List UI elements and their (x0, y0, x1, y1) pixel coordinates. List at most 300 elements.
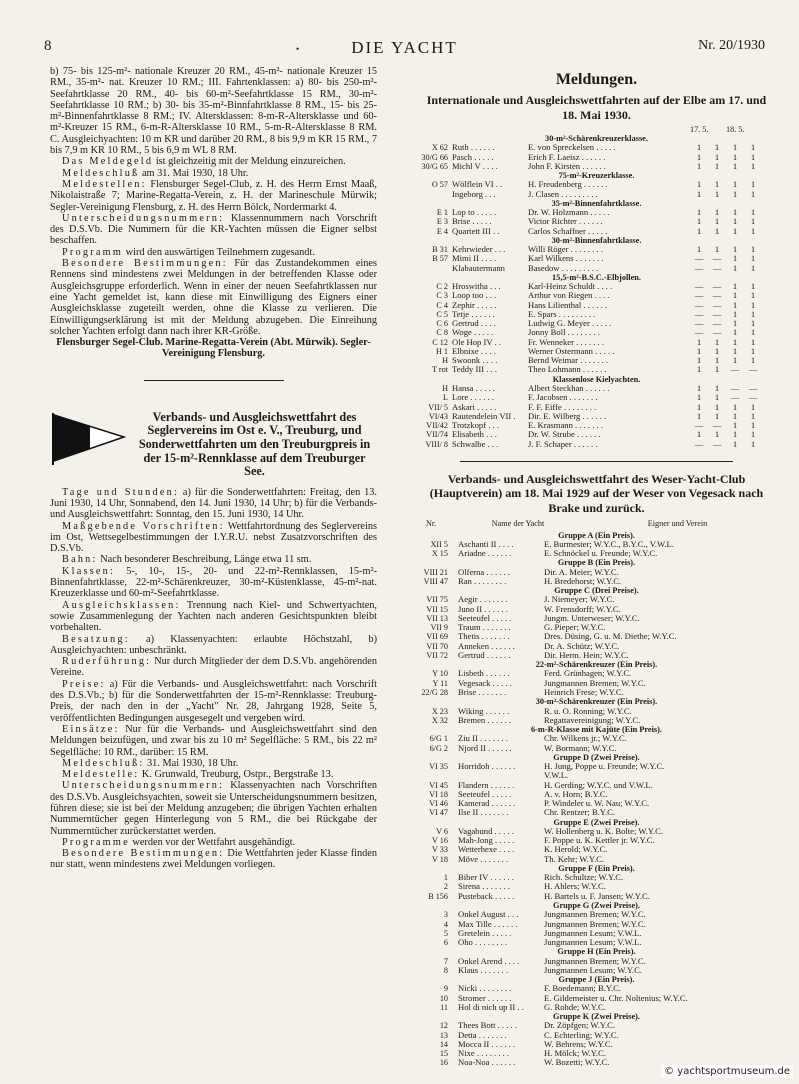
sail-number: 5 (443, 928, 448, 938)
owner-club: H. Bredehorst; W.Y.C. (544, 576, 622, 586)
yacht-name: Brise . . . . . . . (458, 687, 507, 697)
group-heading: 6-m-R-Klasse mit Kajüte (Ein Preis). (531, 725, 662, 735)
race-entry-mark: 1 (750, 328, 756, 338)
race-entry-mark: 1 (732, 152, 738, 162)
table-row (420, 799, 773, 808)
race-entry-mark: 1 (696, 226, 702, 236)
yacht-name: Olferna . . . . . . (458, 567, 511, 577)
yacht-name: Brise . . . . . (452, 217, 492, 227)
race-entry-mark: 1 (732, 300, 738, 310)
owner-name: Fr. Wenneker . . . . . . . (528, 337, 605, 347)
race-entry-mark: — (694, 439, 704, 449)
race-entry-mark: 1 (714, 161, 720, 171)
yacht-name: Thetis . . . . . . . (458, 632, 510, 642)
table-row (420, 190, 773, 199)
sail-number: VIII/ 8 (425, 439, 448, 449)
table-row (420, 688, 773, 697)
race-entry-mark: 1 (750, 402, 756, 412)
sail-number: 6/G 1 (429, 734, 448, 744)
sail-number: C 2 (436, 282, 448, 292)
sail-number: VII 75 (426, 595, 448, 605)
table-row (420, 227, 773, 236)
paragraph: Programm wird den auswärtigen Teilnehmern zugesandt. (62, 246, 315, 258)
sail-number: 30/G 66 (421, 152, 448, 162)
sail-number: B 57 (432, 254, 448, 264)
race-entry-mark: 1 (714, 180, 720, 190)
owner-club: H. Mölck; W.Y.C. (544, 1049, 606, 1059)
class-heading: 35-m²-Binnenfahrtklasse. (551, 198, 642, 208)
table-row (420, 1040, 773, 1049)
sail-number: H (442, 356, 448, 366)
owner-club: Dres. Düsing, G. u. M. Diethe; W.Y.C. (544, 632, 677, 642)
race-entry-mark: 1 (696, 402, 702, 412)
race-entry-mark: — (748, 384, 758, 394)
race-entry-mark: 1 (750, 217, 756, 227)
yacht-name: Ran . . . . . . . . (458, 576, 507, 586)
yacht-name: Gertrud . . . . (452, 319, 496, 329)
sail-number: C 5 (436, 309, 448, 319)
owner-club: E. Burmester; W.Y.C., B.Y.C., V.W.L. (544, 539, 674, 549)
table-row (420, 744, 773, 753)
entries-table-elbe (420, 134, 773, 449)
paragraph: Unterscheidungsnummern: Klassennummern nach Vorschrift des D.S.Vb. Die Nummern für die KR-Yachten müssen die Eigner selbst beschaffen. (50, 212, 377, 247)
owner-club: Jungmannen Bremen; W.Y.C. (544, 910, 646, 920)
owner-club: E. Gildemeister u. Chr. Noltenius; W.Y.C. (544, 993, 688, 1003)
race-entry-mark: 1 (696, 189, 702, 199)
owner-name: Arthur von Riegen . . . . (528, 291, 610, 301)
sail-number: C 6 (436, 319, 448, 329)
magazine-title: DIE YACHT (351, 38, 458, 57)
yacht-name: Biber IV . . . . . . (458, 873, 514, 883)
owner-club: V.W.L. (544, 771, 569, 781)
sail-number: VII 9 (430, 623, 448, 633)
owner-name: Dir. E. Wilberg . . . . . . (528, 411, 607, 421)
yacht-name: Seeteufel . . . . . (458, 789, 512, 799)
sail-number (420, 190, 452, 199)
sail-number: Y 11 (432, 678, 448, 688)
table-row (420, 836, 773, 845)
sail-number: XII 5 (430, 539, 448, 549)
race-entry-mark: 1 (750, 337, 756, 347)
table-row (420, 338, 773, 347)
owner-name: Basedow . . . . . . . . . (528, 263, 599, 273)
section-title: Meldungen. (555, 71, 638, 88)
race-entry-mark: 1 (732, 402, 738, 412)
race-entry-mark: 1 (750, 189, 756, 199)
watermark: © yachtsportmuseum.de (661, 1065, 793, 1078)
owner-name: Karl Wilkens . . . . . . . (528, 254, 604, 264)
table-row (420, 642, 773, 651)
sail-number: 4 (443, 919, 448, 929)
race-entry-mark: — (694, 319, 704, 329)
class-heading: 75-m²-Kreuzerklasse. (558, 171, 635, 181)
yacht-name: Möve . . . . . . . (458, 854, 509, 864)
sail-number: 6/G 2 (429, 743, 448, 753)
race-entry-mark: 1 (714, 356, 720, 366)
group-heading: Gruppe C (Drei Preise). (554, 586, 639, 596)
group-heading: Gruppe F (Ein Preis). (558, 863, 635, 873)
owner-club: Dr. Zöpfgen; W.Y.C. (544, 1021, 615, 1031)
table-row (420, 217, 773, 226)
owner-club: G. Pieper; W.Y.C. (544, 623, 606, 633)
yacht-name: Hansa . . . . . (452, 384, 495, 394)
sail-number: V 16 (432, 836, 448, 846)
group-heading: Gruppe D (Zwei Preise). (553, 752, 640, 762)
race-entry-mark: — (712, 254, 722, 264)
yacht-name: Thees Bott . . . . . (458, 1021, 517, 1031)
table-row (420, 421, 773, 430)
paragraph: Meldestelle: K. Grunwald, Treuburg, Ostpr., Bergstraße 13. (62, 769, 334, 781)
group-heading: Gruppe E (Zwei Preise). (553, 817, 640, 827)
table-row (420, 790, 773, 799)
yacht-name: Vagabund . . . . . (458, 826, 514, 836)
table-row (420, 245, 773, 254)
divider (144, 380, 284, 381)
yacht-name: Stromer . . . . . . (458, 993, 512, 1003)
race-entry-mark: — (712, 291, 722, 301)
race-entry-mark: 1 (714, 217, 720, 227)
owner-club: W. Hollenberg u. K. Bolte; W.Y.C. (544, 826, 663, 836)
sail-number: X 23 (431, 706, 448, 716)
table-row (420, 938, 773, 947)
race-entry-mark: 1 (714, 411, 720, 421)
owner-name: Werner Ostermann . . . . . (528, 346, 615, 356)
sail-number: 11 (440, 1002, 448, 1012)
race-entry-mark: 1 (696, 245, 702, 255)
sail-number: VI 35 (429, 762, 448, 772)
race-entry-mark: 1 (750, 300, 756, 310)
owner-club: Jungmannen Bremen; W.Y.C. (544, 919, 646, 929)
yacht-name: Tetje . . . . . . (452, 309, 495, 319)
paragraph: Das Meldegeld ist gleichzeitig mit der Meldung einzureichen. (62, 156, 346, 168)
race-entry-mark: 1 (714, 430, 720, 440)
race-entry-mark: 1 (732, 309, 738, 319)
yacht-name: Hroswitha . . . (452, 282, 501, 292)
sail-number: 12 (439, 1021, 448, 1031)
race-entry-mark: 1 (750, 291, 756, 301)
yacht-name: Ruth . . . . . . (452, 143, 495, 153)
table-row (420, 669, 773, 678)
yacht-name: Loop too . . . (452, 291, 497, 301)
article-title: Verbands- und Ausgleichswettfahrt des Seglervereins im Ost e. V., Treuburg, und Sonderwettfahrten um den Treuburgpreis in der 15-m²-Rennklasse auf dem Treuburger See. (138, 409, 371, 479)
table-row (420, 595, 773, 604)
group-heading: Gruppe H (Ein Preis). (557, 947, 636, 957)
race-entry-mark: 1 (732, 319, 738, 329)
sail-number: 10 (439, 993, 448, 1003)
race-entry-mark: 1 (696, 217, 702, 227)
race-entry-mark: 1 (750, 346, 756, 356)
race-entry-mark: 1 (732, 217, 738, 227)
class-heading: Klassenlose Kielyachten. (552, 374, 641, 384)
pennant-flag-icon (50, 411, 126, 467)
table-row (420, 1049, 773, 1058)
table-row (420, 347, 773, 356)
owner-name: John F. Kirsten . . . . . . (528, 161, 606, 171)
owner-club: C. Echterling; W.Y.C. (544, 1030, 619, 1040)
sail-number: VI 45 (429, 780, 448, 790)
owner-club: H. Bartels u. F. Jansen; W.Y.C. (544, 891, 650, 901)
owner-name: Dr. W. Holzmann . . . . . (528, 208, 610, 218)
paragraph: Meldestellen: Flensburger Segel-Club, z. H. des Herrn Ernst Maaß, Nikolaistraße 7; Marine-Regatta-Verein, z. H. der Marineschule Mürwik; Segler-Vereinigung Flensburg, z. H. des Herrn Bölck, Nordermarkt 4. (50, 178, 378, 213)
owner-club: K. Herold; W.Y.C. (544, 845, 608, 855)
table-row (420, 143, 773, 152)
race-entry-mark: 1 (714, 402, 720, 412)
sail-number: V 18 (432, 854, 448, 864)
owner-name: J. F. Schaper . . . . . . (528, 439, 598, 449)
sail-number: O 57 (431, 180, 448, 190)
yacht-name: Mocca II . . . . . . (458, 1039, 516, 1049)
table-row (420, 966, 773, 975)
owner-name: Theo Lohmann . . . . . . (528, 365, 607, 375)
sail-number: E 1 (436, 208, 448, 218)
owner-club: Rich. Schultze; W.Y.C. (544, 873, 624, 883)
race-entry-mark: — (694, 263, 704, 273)
owner-name: Willi Röger . . . . . . . . (528, 245, 603, 255)
sail-number: VII/ 5 (428, 402, 448, 412)
sail-number: B 31 (432, 245, 448, 255)
yacht-name: Detta . . . . . . . (458, 1030, 507, 1040)
sail-number: VIII 21 (423, 567, 448, 577)
owner-club: Regattavereinigung; W.Y.C. (544, 715, 641, 725)
sail-number: VI/43 (428, 411, 448, 421)
table-row (420, 1031, 773, 1040)
sail-number: H 1 (435, 346, 448, 356)
owner-name: Dr. W. Strube . . . . . . (528, 430, 601, 440)
table-row (420, 365, 773, 374)
sail-number: 13 (439, 1030, 448, 1040)
table-row (420, 827, 773, 836)
race-entry-mark: — (712, 328, 722, 338)
race-entry-mark: 1 (696, 152, 702, 162)
sail-number: VII 13 (426, 613, 448, 623)
race-entry-mark: 1 (732, 263, 738, 273)
yacht-name: Askari . . . . . (452, 402, 497, 412)
race-entry-mark: 1 (732, 291, 738, 301)
race-entry-mark: 1 (696, 384, 702, 394)
race-entry-mark: — (730, 384, 740, 394)
sail-number: X 15 (431, 549, 448, 559)
yacht-name: Wiking . . . . . . (458, 706, 510, 716)
race-entry-mark: 1 (732, 143, 738, 153)
yacht-name: Elisabeth . . . (452, 430, 497, 440)
yacht-name: Gretelein . . . . . (458, 928, 512, 938)
page-number: 8 (44, 38, 52, 54)
sail-number: 9 (443, 984, 448, 994)
table-row (420, 707, 773, 716)
race-entry-mark: 1 (714, 152, 720, 162)
race-entry-mark: 1 (696, 180, 702, 190)
yacht-name: Njord II . . . . . . (458, 743, 512, 753)
class-heading: 30-m²-Schärenkreuzerklasse. (545, 134, 648, 143)
race-entry-mark: 1 (696, 365, 702, 375)
yacht-name: Wetterhexe . . . . (458, 845, 515, 855)
sail-number: C 12 (432, 337, 448, 347)
race-entry-mark: 1 (750, 152, 756, 162)
owner-name: Hans Lilienthal . . . . . . (528, 300, 608, 310)
yacht-name: Aschanti II . . . . (458, 539, 514, 549)
signature: Flensburger Segel-Club. Marine-Regatta-Verein (Abt. Mürwik). Segler-Vereinigung Flensburg. (56, 337, 371, 360)
race-entry-mark: 1 (732, 346, 738, 356)
table-row (420, 1021, 773, 1030)
owner-club: W. Bormann; W.Y.C. (544, 743, 617, 753)
sail-number: 7 (443, 956, 448, 966)
yacht-name: Ziu II . . . . . . . (458, 734, 508, 744)
group-heading: 22-m²-Schärenkreuzer (Ein Preis). (535, 660, 658, 670)
race-entry-mark: 1 (732, 282, 738, 292)
paragraph: Ruderführung: Nur durch Mitglieder der dem D.S.Vb. angehörenden Vereine. (50, 656, 377, 679)
sail-number: X 62 (431, 143, 448, 153)
owner-name: E. Spars . . . . . . . . . (528, 309, 596, 319)
race-entry-mark: 1 (750, 208, 756, 218)
yacht-name: Schwalbe . . . (452, 439, 499, 449)
race-entry-mark: — (730, 365, 740, 375)
entries-table-weser (420, 531, 773, 1068)
race-entry-mark: 1 (732, 337, 738, 347)
owner-club: F. Poppe u. K. Kettler jr. W.Y.C. (544, 836, 655, 846)
table-row (420, 384, 773, 393)
owner-club: Dr. A. Schütz; W.Y.C. (544, 641, 620, 651)
yacht-name: Mimi II . . . . (452, 254, 497, 264)
yacht-name: Sirena . . . . . . . (458, 882, 511, 892)
sail-number: VII 72 (426, 650, 448, 660)
race-entry-mark: 1 (714, 143, 720, 153)
owner-name: F. Jacobsen . . . . . . . (528, 393, 598, 403)
group-heading: 30-m²-Schärenkreuzer (Ein Preis). (535, 697, 658, 707)
race-entry-mark: 1 (750, 245, 756, 255)
table-row (420, 153, 773, 162)
yacht-name: Lore . . . . . . (452, 393, 495, 403)
yacht-name: Anneken . . . . . . (458, 641, 515, 651)
owner-name: Albert Steckhan . . . . . . (528, 384, 610, 394)
race-entry-mark: 1 (750, 430, 756, 440)
yacht-name: Trotzkopf . . . (452, 421, 499, 431)
yacht-name: Klaus . . . . . . . (458, 965, 509, 975)
owner-club: Ferd. Grünhagen; W.Y.C. (544, 669, 632, 679)
owner-name: Bernd Weimar . . . . . . . (528, 356, 609, 366)
table-row (420, 679, 773, 688)
table-row (420, 440, 773, 449)
race-entry-mark: — (712, 263, 722, 273)
yacht-name: Oho . . . . . . . . (458, 938, 508, 947)
race-entry-mark: — (712, 319, 722, 329)
race-entry-mark: 1 (732, 208, 738, 218)
owner-club: Heinrich Frese; W.Y.C. (544, 687, 624, 697)
sail-number: V 33 (432, 845, 448, 855)
table-row (420, 1003, 773, 1012)
yacht-name: Vegesack . . . . . (458, 678, 512, 688)
sail-number: VII 69 (426, 632, 448, 642)
class-heading: 30-m²-Binnenfahrtklasse. (551, 235, 642, 245)
paragraph: Meldeschluß: 31. Mai 1930, 18 Uhr. (62, 757, 239, 769)
yacht-name: Zephir . . . . . (452, 300, 497, 310)
table-row (420, 994, 773, 1003)
yacht-name: Wölflein VI . . (452, 180, 503, 190)
yacht-name: Onkel August . . . (458, 910, 519, 920)
date-header: 17. 5. 18. 5. (690, 125, 745, 134)
race-entry-mark: 1 (750, 439, 756, 449)
race-entry-mark: 1 (714, 365, 720, 375)
sail-number: 15 (439, 1049, 448, 1059)
owner-club: Jungmannen Lesum; W.Y.C. (544, 965, 642, 975)
owner-club: J. Niemeyer; W.Y.C. (544, 595, 615, 605)
race-entry-mark: — (730, 393, 740, 403)
table-row (420, 549, 773, 558)
sail-number: VII/42 (426, 421, 448, 431)
owner-name: Victor Richter . . . . . . (528, 217, 603, 227)
race-entry-mark: 1 (750, 309, 756, 319)
sail-number: T rot (432, 365, 448, 375)
table-row (420, 623, 773, 632)
yacht-name: Rautendelein VII . (452, 411, 516, 421)
race-entry-mark: 1 (696, 143, 702, 153)
table-row (420, 716, 773, 725)
yacht-name: Flandern . . . . . . (458, 780, 515, 790)
left-column (50, 66, 377, 871)
owner-name: H. Freudenberg . . . . . . (528, 180, 608, 190)
sail-number: V 6 (436, 826, 448, 836)
race-entry-mark: — (712, 282, 722, 292)
race-entry-mark: 1 (714, 393, 720, 403)
table-row (420, 808, 773, 817)
yacht-name: Swoonk . . . . (452, 356, 498, 366)
issue-number: Nr. 20/1930 (698, 38, 765, 53)
race-entry-mark: 1 (732, 180, 738, 190)
owner-name: Ludwig G. Meyer . . . . . (528, 319, 612, 329)
sail-number: 2 (443, 882, 448, 892)
race-entry-mark: 1 (750, 263, 756, 273)
right-column (420, 70, 773, 1068)
sail-number: C 3 (436, 291, 448, 301)
race-entry-mark: — (712, 309, 722, 319)
race-entry-mark: — (748, 393, 758, 403)
table-row (420, 605, 773, 614)
yacht-name: Seeteufel . . . . . (458, 613, 512, 623)
table-row (420, 920, 773, 929)
table-row (420, 771, 773, 780)
paragraph: Besatzung: a) Klassenyachten: erlaubte Höchstzahl, b) Ausgleichyachten: unbeschränkt. (50, 633, 378, 656)
yacht-name: Mah-Jong . . . . . (458, 836, 515, 846)
paragraph: b) 75- bis 125-m²- nationale Kreuzer 20 RM., 45-m²- nationale Kreuzer 15 RM., 35-m²- nat. Kreuzer 10 RM.; III. Fahrtenklassen: a) 80- bis 250-m²-Seefahrtklasse 20 RM., 40- bis 60-m²-Seefahrtklasse 15 RM., 30-m²-Seefahrtklasse 10 RM.; b) 30- bis 35-m²-Binnfahrtklasse 8 RM., 15- bis 25-m²-Binnenfahrtklasse 8 RM.; IV. Altersklassen: 8-m-R-Altersklasse und 60-m²-Kreuzer 15 RM., 6-m-R-Altersklasse 10 RM., 5-m-R-Altersklasse 8 RM. C. Ausgleichyachten: 10 m KR und darüber 20 RM., 8 bis 9,9 m KR 15 RM., 7 bis 7,9 m KR 10 RM., 5 bis 6,9 m WL 8 RM. (50, 66, 377, 157)
table-row (420, 208, 773, 217)
yacht-name: Noa-Noa . . . . . . (458, 1058, 516, 1068)
table-row (420, 301, 773, 310)
race-entry-mark: — (712, 300, 722, 310)
owner-club: H. Gerding; W.Y.C. und V.W.L. (544, 780, 653, 790)
sail-number: L (442, 393, 448, 403)
owner-name: E. von Spreckelsen . . . . . (528, 143, 616, 153)
owner-club: Jungmannen Lesum; V.W.L. (544, 928, 642, 938)
sail-number: H (442, 384, 448, 394)
table-row (420, 929, 773, 938)
owner-name: E. Krasmann . . . . . . . (528, 421, 603, 431)
race-entry-mark: 1 (732, 226, 738, 236)
yacht-name: Max Tille . . . . . . (458, 919, 518, 929)
table-row (420, 319, 773, 328)
sail-number: VIII 47 (423, 576, 448, 586)
race-entry-mark: — (694, 421, 704, 431)
paragraph: Ausgleichsklassen: Trennung nach Kiel- und Schwertyachten, sowie Zusammenlegung der Yachten nach anderen Gesichtspunkten bleibt vorbehalten. (50, 599, 378, 634)
owner-club: Chr. Wilkens jr.; W.Y.C. (544, 734, 627, 744)
paragraph: Meldeschluß am 31. Mai 1930, 18 Uhr. (62, 167, 249, 179)
yacht-name: Ingeborg . . . (452, 189, 496, 199)
sail-number: X 32 (431, 715, 448, 725)
table-row (420, 873, 773, 882)
race-entry-mark: 1 (714, 337, 720, 347)
sail-number (420, 264, 452, 273)
sail-number: VI 47 (429, 808, 448, 818)
race-entry-mark: — (694, 282, 704, 292)
owner-club: Jungmannen Bremen; W.Y.C. (544, 956, 646, 966)
